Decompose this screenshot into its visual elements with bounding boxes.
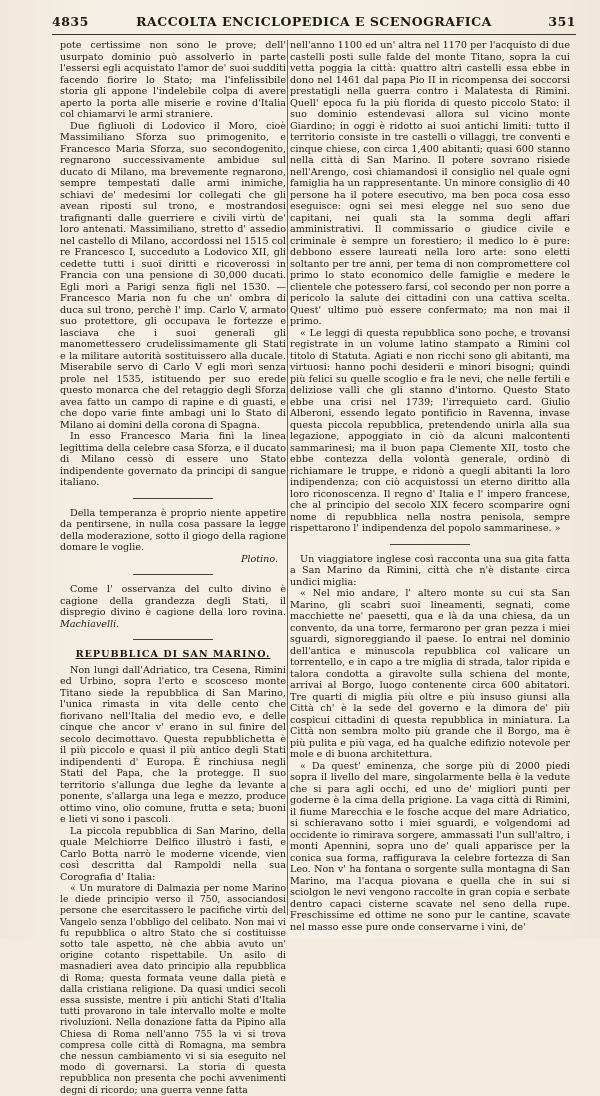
header-rule: [52, 34, 576, 35]
paragraph: La piccola repubblica di San Marino, della quale Melchiorre Delfico illustrò i fasti, e Carlo Botta narrò le moderne vicende, vien così descritta dal Rampoldi nella sua Corografia d' Italia:: [60, 825, 286, 883]
paragraph: Un viaggiatore inglese così racconta una sua gita fatta a San Marino da Rimini, città che n'è distante circa undici miglia:: [290, 553, 570, 588]
page-number-right: 351: [548, 14, 576, 29]
left-column: [60, 40, 286, 1096]
paragraph: « Nel mio andare, l' altero monte su cui sta San Marino, gli scabri suoi lineamenti, segnati, come macchiette ne' paesetti, qua e là da una chiesa, da un convento, da una torre, fermarono per gran pezza i miei sguardi, signoreggiando il paese. Io entrai nel dominio dell'antica e minuscola repubblica col valicare un torrentello, e in capo a tre miglia di strada, talor ripida e talora condotta a giravolte sulla schiena del monte, arrivai al Borgo, luogo contenente circa 600 abitatori. Tre quarti di miglia più oltre e più insuso giunsi alla Città ch' è la sede del governo e la dimora de' più cospicui cittadini di questa repubblica in miniatura. La Città non sembra molto più grande che il Borgo, ma è più pulita e più vaga, ed ha qualche edifizio notevole per mole e di buona architettura.: [290, 588, 570, 760]
page-number-left: 4835: [52, 14, 89, 29]
running-header: [52, 14, 576, 30]
right-column: [290, 40, 570, 933]
maxim-worship: [60, 584, 286, 630]
paragraph: nell'anno 1100 ed un' altra nel 1170 per l'acquisto di due castelli posti sulle falde del monte Titano, sopra la cui vetta poggia la città: quattro altri castelli essa ebbe in dono nel 1461 dal papa Pio II in ricompensa dei soccorsi prestatigli nella guerra contro i Malatesta di Rimini. Quell' epoca fu la più florida di questo piccolo Stato: il suo dominio estendevasi allora sul vicino monte Giardino; in oggi è ridotto ai suoi antichi limiti: tutto il territorio consiste in tre castelli o villaggi, tre conventi e cinque chiese, con circa 1,400 abitanti; quasi 600 stanno nella città di San Marino. Il potere sovrano risiede nell'Arengo, così chiamandosi il consiglio nel quale ogni famiglia ha un rappresentante. Un minore consiglio di 40 persone ha il potere esecutivo, ma ben poca cosa esso eseguisce: ogni sei mesi elegge nel suo seno due capitani, nei quali sta la somma degli affari amministrativi. Il commissario o giudice civile e criminale è sempre un forestiero; il medico lo è pure: debbono essere laureati nella loro arte: sono eletti soltanto per tre anni, per tema di non compromettere col primo lo stato economico delle famiglie e medere le clientele che potessero farsi, col secondo per non porre a pericolo la salute dei cittadini con una cattiva scelta. Quest' ultimo può essere confermato; ma non mai il primo.: [290, 40, 570, 327]
paragraph: « Le leggi di questa repubblica sono poche, e trovansi registrate in un volume latino stampato a Rimini col titolo di Statuta. Agiati e non ricchi sono gli abitanti, ma virtuosi: hanno pochi desiderii e minori bisogni; quindi più felici su quelle scoglio e fra le nevi, che nelle fertili e deliziose valli che gli stanno d'intorno. Questo Stato ebbe una crisi nel 1739; l'irrequieto card. Giulio Alberoni, essendo legato pontificio in Ravenna, invase questa piccola repubblica, pretendendo unirla alla sua legazione, appoggiato in ciò da alcuni malcontenti sammarinesi; ma il buon papa Clemente XII, tosto che ebbe contezza della volontà generale, ordinò di richiamare le truppe, e ridonò a quegli abitanti la loro indipendenza; con ciò acquistossi un eterno diritto alla loro riconoscenza. Il regno d' Italia e l' impero francese, che al principio del secolo XIX fecero scomparire ogni nome di repubblica nella nostra penisola, sempre rispettarono l' indipendenza del popolo sammarinese. »: [290, 327, 570, 534]
separator-rule: [133, 574, 213, 575]
separator-rule: [133, 498, 213, 499]
section-title: REPUBBLICA DI SAN MARINO.: [75, 649, 271, 660]
separator-rule: [133, 639, 213, 640]
paragraph: « Un muratore di Dalmazia per nome Marino le diede principio verso il 750, associandosi persone che esercitassero le pacifiche virtù del Vangelo senza l'obbligo del celibato. Non mai vi fu repubblica o altro Stato che si costituisse sotto tale aspetto, nè che abbia avuto un' origine cotanto rispettabile. Un asilo di masnadieri avea dato principio alla repubblica di Roma; questa formata veune dalla pietà e dalla cristiana religione. Da quasi undici secoli essa sussiste, mentre i più antichi Stati d'Italia tutti provarono in tale intervallo molte e molte rivoluzioni. Nella donazione fatta da Pipino alla Chiesa di Roma nell'anno 755 la vi si trova compresa colle città di Romagna, ma sembra che nessun cambiamento vi si sia eseguito nel modo di governarsi. La storia di questa repubblica non presenta che pochi avvenimenti degni di ricordo; una guerra venne fatta: [60, 883, 286, 1096]
separator-rule: [390, 544, 470, 545]
paragraph: pote certissime non sono le prove; dell' usurpato dominio può assolverlo in parte l'essersi egli acquistato l'amor de' suoi sudditi facendo fiorire lo Stato; ma l'infelissibile storia gli appone l'indelebile colpa di avere aperto la porta alle miserie e rovine d'Italia col chiamarvi le armi straniere.: [60, 40, 286, 120]
maxim-author: Plotino.: [240, 553, 278, 565]
maxim-text: [60, 584, 286, 630]
paragraph: Non lungi dall'Adriatico, tra Cesena, Rimini ed Urbino, sopra l'erto e scosceso monte Titano siede la repubblica di San Marino, l'unica rimasta in vita delle cento che fiorivano nell'Italia del medio evo, e delle cinque che ancor v' erano in sul finire del secolo decimottavo. Questa repubblichetta è il più piccolo e quasi il più antico degli Stati indipendenti d' Europa. È rinchiusa negli Stati del Papa, che la protegge. Il suo territorio s'allunga due leghe da levante a ponente, s'allarga una lega e mezzo, produce ottimo vino, olio comune, frutta e seta; buoni e lieti vi sono i pascoli.: [60, 664, 286, 825]
maxim-author: Machiavelli.: [60, 618, 120, 630]
running-title: RACCOLTA ENCICLOPEDICA E SCENOGRAFICA: [136, 14, 492, 29]
maxim-text: Della temperanza è proprio niente appetire da pentirsene, in nulla cosa passare la legge della moderazione, sotto il giogo della ragione domare le voglie.: [60, 507, 286, 553]
paragraph: Due figliuoli di Lodovico il Moro, cioè Massimiliano Sforza suo primogenito, e Francesco Maria Sforza, suo secondogenito, regnarono successivamente ambidue sul ducato di Milano, ma brevemente regnarono, sempre tempestati dalle armi inimiche, schiavi de' medesimi lor collegati che gli avean riposti sul trono, e mostrandosi trafignanti dalle guerriere e civili virtù de' loro antenati. Massimiliano, stretto d' assedio nel castello di Milano, accordossi nel 1515 col re Francesco I, succeduto a Lodovico XII, gli cedette tutti i suoi diritti e ricoverossi in Francia con una pensione di 30,000 ducati. Egli morì a Parigi senza figli nel 1530. — Francesco Maria non fu che un' ombra di duca sul trono, perchè l' imp. Carlo V, armato suo protettore, gli occupava le fortezze e lasciava che i suoi generali gli manomettessero crudelissimamente gli Stati e la militare autorità sostituissero alla ducale. Miserabile servo di Carlo V egli morì senza prole nel 1535, istituendo per suo erede questo monarca che del retaggio degli Sforza avea fatto un campo di rapine e di guasti, e che dopo varie finte ambagi uni lo Stato di Milano ai domini della corona di Spagna.: [60, 120, 286, 431]
paragraph: In esso Francesco Maria finì la linea legittima della celebre casa Sforza, e il ducato di Milano cessò di essere uno Stato indipendente governato da principi di sangue italiano.: [60, 431, 286, 488]
maxim-text-body: Come l' osservanza del culto divino è cagione della grandezza degli Stati, il dispregio divino è cagione della loro rovina.: [60, 584, 286, 618]
column-divider: [287, 40, 288, 915]
paragraph: « Da quest' eminenza, che sorge più di 2000 piedi sopra il livello del mare, singolarmente bella è la vedute che si para agli occhi, ed uno de' migliori punti per goderne è la cima della prigione. La vaga città di Rimini, il fiume Marecchia e le fosche acque del mare Adriatico, si schieravano sotto i miei sguardi, e volgendomi ad occidente io rimirava sorgere, ammassati l'un sull'altro, i monti Apennini, sopra uno de' quali apparisce per la conica sua forma, raffigurava la celebre fortezza di San Leo. Non v' ha fontana o sorgente sulla montagna di San Marino, ma l'acqua piovana e quella che in sui si sciolgon le nevi vengono raccolte in gran copia e serbate dentro capaci cisterne scavate nel seno della rupe. Freschissime ed ottime ne sono pur le cantine, scavate nel masso esse pure onde conservarne i vini, de': [290, 760, 570, 933]
maxim-temperance: [60, 508, 286, 566]
